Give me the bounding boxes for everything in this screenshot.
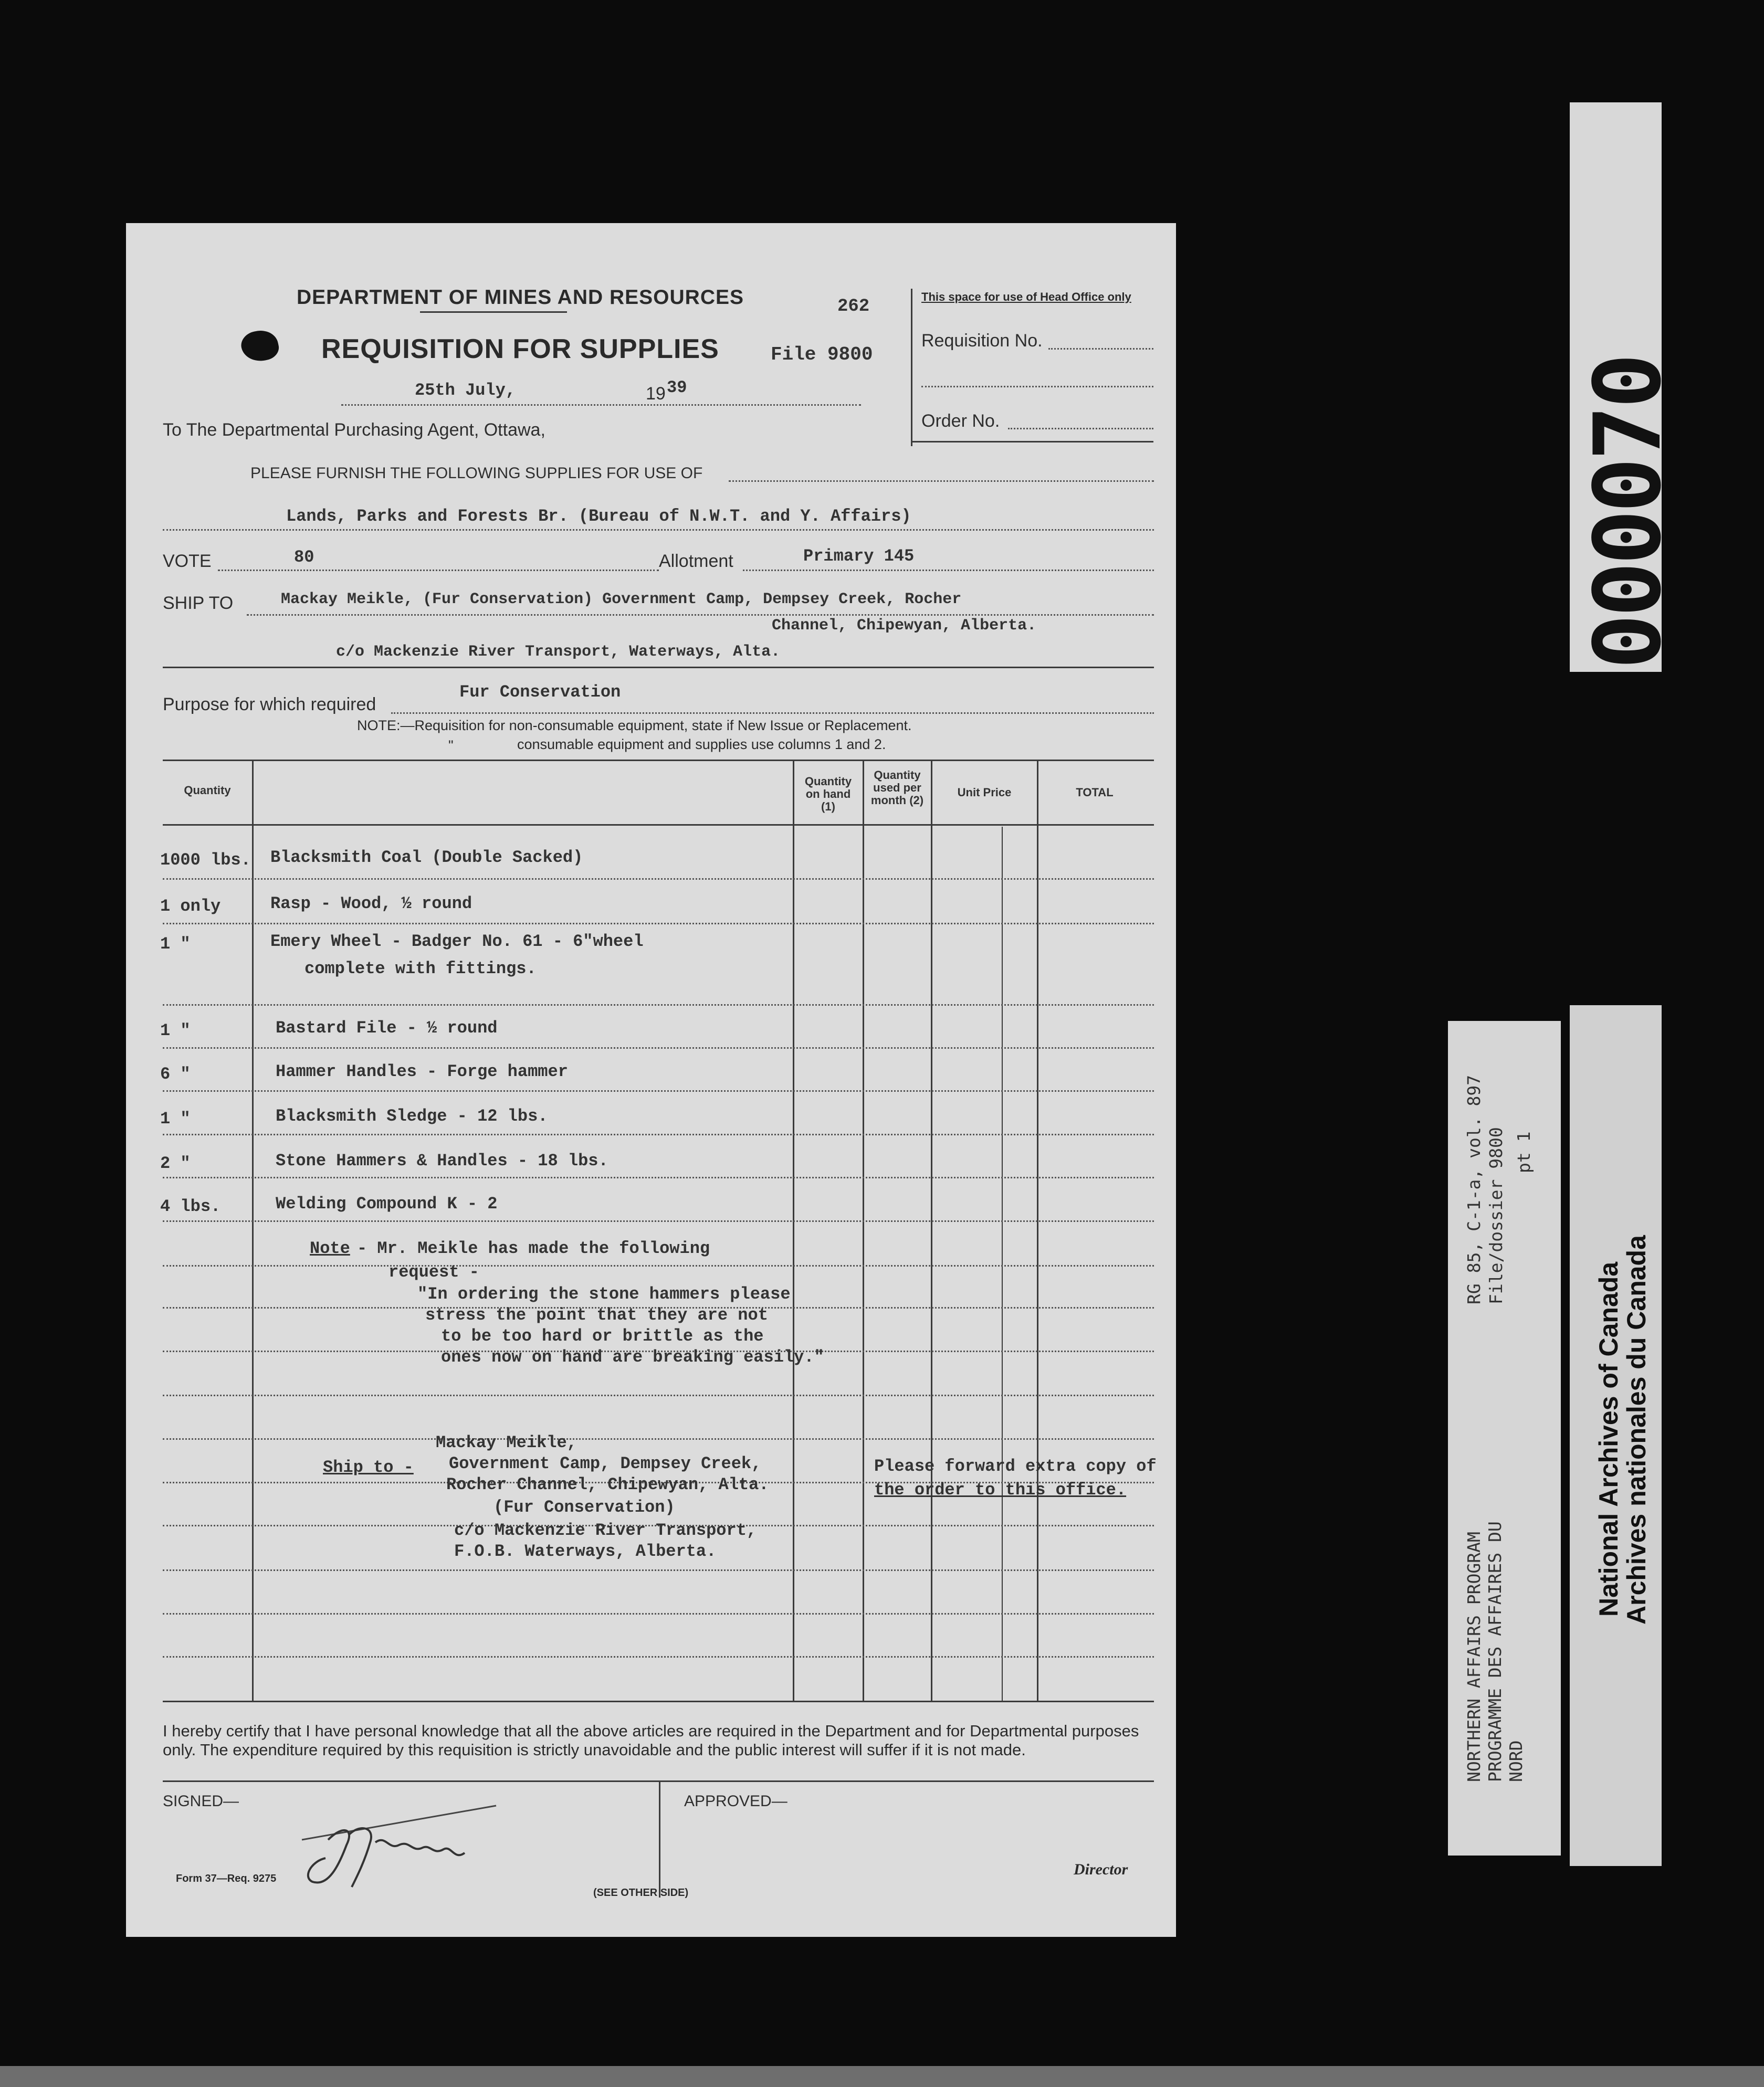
col-divider-used <box>931 760 932 1702</box>
frame-number: 000070 <box>1575 356 1682 669</box>
please-furnish-line <box>729 480 1154 482</box>
note-label: Note <box>310 1239 350 1258</box>
director-label: Director <box>1074 1861 1128 1878</box>
note-ditto: " <box>448 737 454 753</box>
col-divider-quantity <box>252 760 254 1702</box>
to-line: To The Departmental Purchasing Agent, Ottawa, <box>163 420 545 440</box>
note-line2: consumable equipment and supplies use columns 1 and 2. <box>517 736 886 752</box>
row-rule <box>163 1265 1154 1267</box>
item-desc: Rasp - Wood, ½ round <box>270 894 472 913</box>
item-qty: 2 " <box>160 1154 191 1173</box>
row-rule <box>163 1090 1154 1092</box>
head-office-title: This space for use of Head Office only <box>921 290 1131 303</box>
requisition-form <box>126 223 1176 1937</box>
ship-to-line1: Mackay Meikle, (Fur Conservation) Government Camp, Dempsey Creek, Rocher <box>281 591 962 608</box>
head-office-requisition-no: Requisition No. <box>921 331 1043 351</box>
archives-name-fr: Archives nationales du Canada <box>1622 1235 1651 1625</box>
archive-reference-line1: RG 85, C-1-a, vol. 897 <box>1464 1074 1484 1304</box>
ship-to-line1-rule <box>247 614 1154 616</box>
col-quantity: Quantity <box>184 784 231 797</box>
item-qty: 6 " <box>160 1064 191 1084</box>
form-title: REQUISITION FOR SUPPLIES <box>321 334 719 364</box>
note-text: - Mr. Meikle has made the following <box>357 1239 710 1258</box>
form-number-footer: Form 37—Req. 9275 <box>176 1873 277 1884</box>
row-rule <box>163 1438 1154 1440</box>
form-number: 262 <box>837 297 870 317</box>
ship-to-line2: Channel, Chipewyan, Alberta. <box>772 617 1037 635</box>
department-heading: DEPARTMENT OF MINES AND RESOURCES <box>297 286 744 309</box>
note-line: "In ordering the stone hammers please <box>417 1284 791 1304</box>
note-line: request - <box>388 1262 479 1282</box>
ink-blot <box>239 327 281 364</box>
for-use-of-value: Lands, Parks and Forests Br. (Bureau of N.W.T. and Y. Affairs) <box>286 507 911 526</box>
ship-to-label: SHIP TO <box>163 593 234 613</box>
note-line: to be too hard or brittle as the <box>441 1326 764 1346</box>
allotment-value: Primary 145 <box>803 546 915 566</box>
item-desc: Bastard File - ½ round <box>276 1018 498 1038</box>
date-line <box>341 404 861 406</box>
note-line: stress the point that they are not <box>425 1305 768 1325</box>
purpose-value: Fur Conservation <box>459 682 621 702</box>
forward-request: the order to this office. <box>874 1480 1127 1500</box>
date-day: 25th July, <box>415 381 516 400</box>
head-office-blank-line <box>921 386 1153 387</box>
item-desc-continued: complete with fittings. <box>304 959 537 978</box>
vote-value: 80 <box>294 547 314 567</box>
certification-text: I hereby certify that I have personal knowledge that all the above articles are required in the Department and for Departmental purposes only. The expenditure required by this requisition is strictly unavoidable and the public interest will suffer if it is not made. <box>163 1722 1139 1759</box>
col-on-hand: Quantity on hand (1) <box>804 775 852 813</box>
heading-underline <box>420 311 567 313</box>
national-archives-strip <box>1570 1005 1662 1866</box>
purpose-label: Purpose for which required <box>163 694 376 714</box>
item-desc: Stone Hammers & Handles - 18 lbs. <box>276 1151 608 1171</box>
certification-rule <box>163 1780 1154 1782</box>
table-bottom-rule <box>163 1701 1154 1702</box>
row-rule <box>163 1047 1154 1049</box>
archives-name-en: National Archives of Canada <box>1594 1261 1623 1617</box>
allotment-line <box>743 570 1154 571</box>
head-office-box-bottom <box>911 441 1153 442</box>
item-qty: 1 " <box>160 1109 191 1129</box>
film-bottom-strip <box>0 2066 1764 2087</box>
item-desc: Welding Compound K - 2 <box>276 1194 498 1214</box>
row-rule <box>163 1134 1154 1135</box>
row-rule <box>163 1656 1154 1658</box>
date-year: 39 <box>667 378 687 397</box>
program-line1: NORTHERN AFFAIRS PROGRAM <box>1464 1532 1484 1782</box>
item-desc: Hammer Handles - Forge hammer <box>276 1062 568 1081</box>
requisition-no-field[interactable] <box>1048 348 1153 350</box>
table-top-rule <box>163 760 1154 761</box>
row-rule <box>163 1569 1154 1571</box>
table-header-rule <box>163 824 1154 826</box>
vote-label: VOTE <box>163 551 212 571</box>
ship-to-bottom-rule <box>163 667 1154 668</box>
ship-block-line: c/o Mackenzie River Transport, <box>454 1521 757 1540</box>
row-rule <box>163 1613 1154 1615</box>
row-rule <box>163 1220 1154 1222</box>
approved-label: APPROVED— <box>684 1793 788 1810</box>
archive-reference-strip <box>1448 1021 1561 1856</box>
signed-label: SIGNED— <box>163 1793 239 1810</box>
row-rule <box>163 878 1154 880</box>
col-divider-onhand <box>863 760 864 1702</box>
head-office-order-no: Order No. <box>921 411 1000 431</box>
item-qty: 1000 lbs. <box>160 850 251 870</box>
col-used: Quantity used per month (2) <box>870 768 924 807</box>
signature-divider <box>659 1782 660 1898</box>
ship-block-line: Mackay Meikle, <box>436 1433 577 1452</box>
col-total: TOTAL <box>1076 786 1114 799</box>
archive-reference-line2: File/dossier 9800 <box>1486 1127 1506 1304</box>
ship-block-line: (Fur Conservation) <box>494 1498 675 1517</box>
row-rule <box>163 923 1154 924</box>
note-line1: NOTE:—Requisition for non-consumable equipment, state if New Issue or Replacement. <box>357 718 912 733</box>
order-no-field[interactable] <box>1008 428 1153 429</box>
col-unit-price: Unit Price <box>957 786 1012 799</box>
program-line2: PROGRAMME DES AFFAIRES DU <box>1485 1521 1505 1782</box>
ship-block-line: F.O.B. Waterways, Alberta. <box>454 1542 717 1561</box>
forward-request: Please forward extra copy of <box>874 1457 1157 1476</box>
item-qty: 1 " <box>160 1021 191 1040</box>
see-other-side: (SEE OTHER SIDE) <box>593 1887 689 1899</box>
ship-block-line: Government Camp, Dempsey Creek, <box>449 1454 762 1473</box>
ship-to-line3: c/o Mackenzie River Transport, Waterways, Alta. <box>336 643 781 661</box>
item-qty: 1 only <box>160 897 221 916</box>
item-qty: 4 lbs. <box>160 1197 221 1216</box>
col-divider-desc <box>793 760 794 1702</box>
vote-line <box>218 570 659 571</box>
item-desc: Blacksmith Sledge - 12 lbs. <box>276 1106 548 1126</box>
note-line: ones now on hand are breaking easily." <box>441 1347 824 1367</box>
row-rule <box>163 1004 1154 1006</box>
item-qty: 1 " <box>160 934 191 954</box>
allotment-label: Allotment <box>659 551 733 571</box>
date-century: 19 <box>646 384 666 404</box>
for-use-of-line <box>163 529 1154 531</box>
ship-block-label: Ship to - <box>323 1458 414 1477</box>
purpose-line <box>391 712 1154 714</box>
program-line3: NORD <box>1506 1740 1526 1782</box>
item-desc: Blacksmith Coal (Double Sacked) <box>270 848 583 867</box>
archive-reference-line3: pt 1 <box>1514 1131 1534 1173</box>
col-divider-unit <box>1037 760 1038 1702</box>
row-rule <box>163 1395 1154 1396</box>
frame-number-strip <box>1570 102 1682 672</box>
head-office-box-border <box>911 289 912 446</box>
please-furnish: PLEASE FURNISH THE FOLLOWING SUPPLIES FOR USE OF <box>250 465 703 482</box>
handwritten-signature <box>297 1803 507 1898</box>
row-rule <box>163 1177 1154 1178</box>
item-desc: Emery Wheel - Badger No. 61 - 6"wheel <box>270 932 644 951</box>
ship-block-line: Rocher Channel, Chipewyan, Alta. <box>446 1475 769 1494</box>
file-number: File 9800 <box>771 344 873 365</box>
